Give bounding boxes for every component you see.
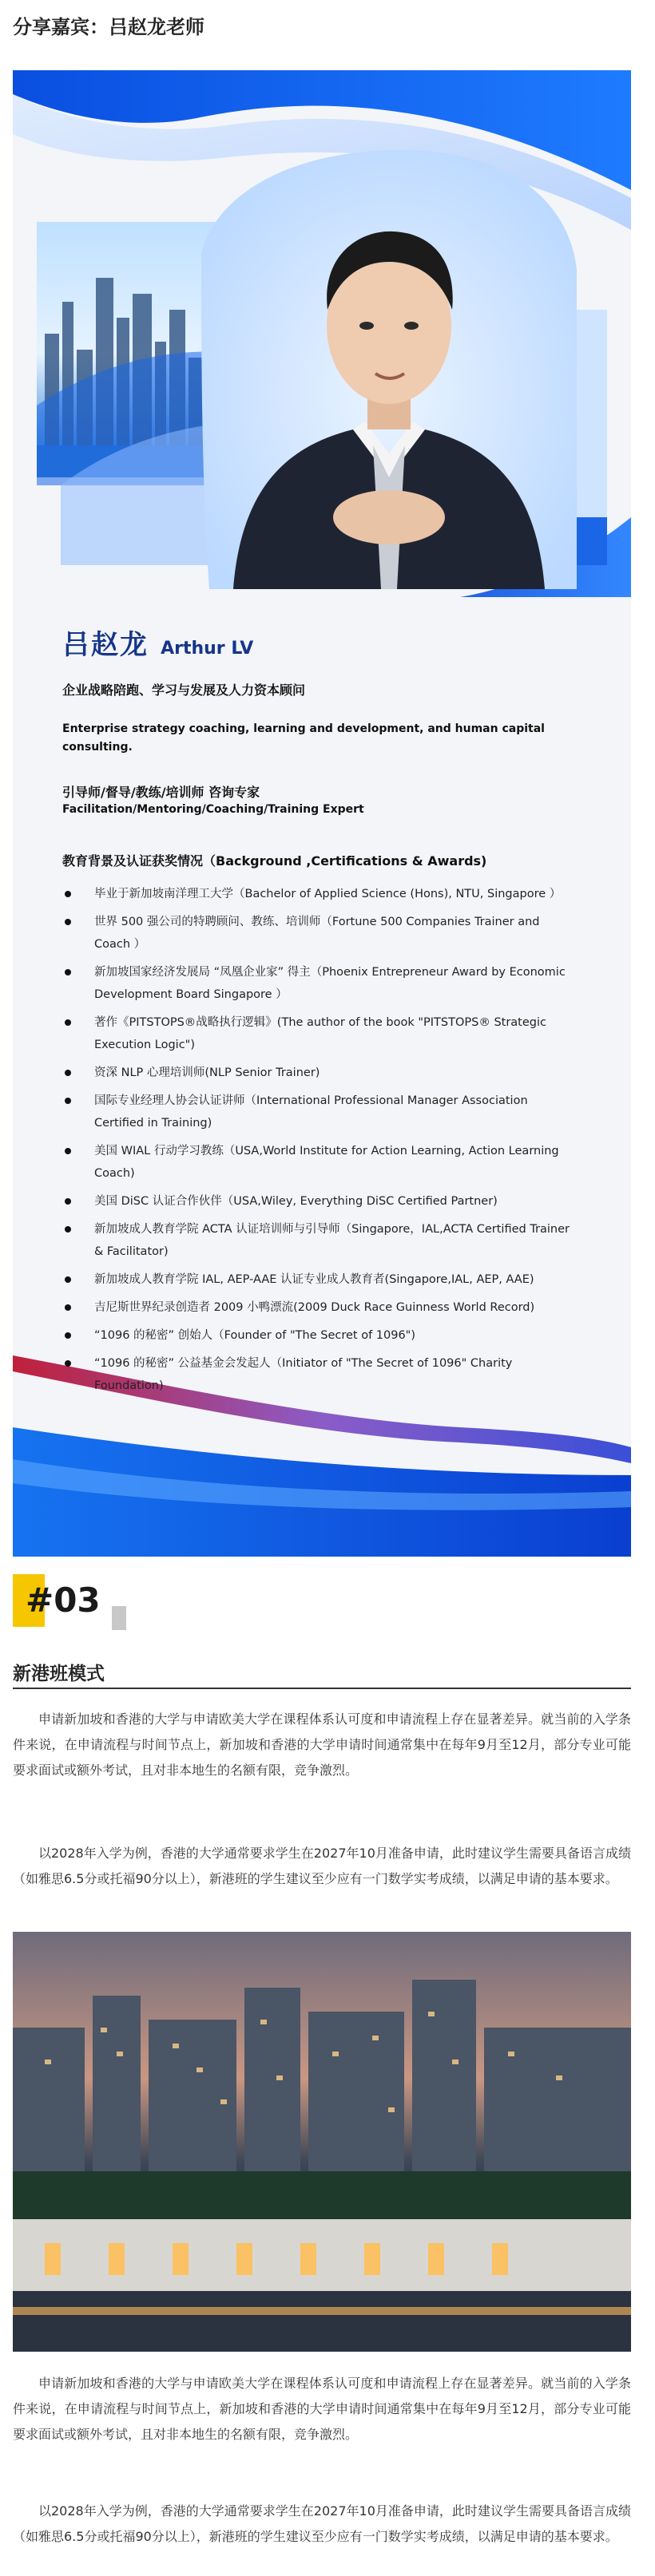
section-number-decoration	[112, 1606, 126, 1630]
speaker-name-cn: 吕赵龙	[62, 629, 149, 661]
speaker-roles-en: Facilitation/Mentoring/Coaching/Training Expert	[62, 803, 364, 816]
campus-night-photo	[13, 1932, 631, 2352]
speaker-profile-card	[13, 70, 631, 1557]
list-item: 新加坡国家经济发展局 “凤凰企业家” 得主（Phoenix Entrepreneur Award by Economic Development Board Singapore ）	[62, 961, 574, 1006]
speaker-roles-cn: 引导师/督导/教练/培训师 咨询专家	[62, 785, 260, 800]
list-item: 新加坡成人教育学院 IAL, AEP-AAE 认证专业成人教育者(Singapore,IAL, AEP, AAE)	[62, 1268, 574, 1291]
speaker-name	[62, 623, 253, 662]
list-item: 世界 500 强公司的特聘顾问、教练、培训师（Fortune 500 Companies Trainer and Coach ）	[62, 911, 574, 956]
credentials-heading: 教育背景及认证获奖情况（Background ,Certifications & Awards)	[62, 853, 487, 869]
list-item: “1096 的秘密” 公益基金会发起人（Initiator of "The Secret of 1096" Charity Foundation)	[62, 1352, 574, 1397]
list-item: 美国 DiSC 认证合作伙伴（USA,Wiley, Everything DiSC Certified Partner)	[62, 1190, 574, 1213]
speaker-name-en: Arthur LV	[161, 639, 254, 659]
section-title: 新港班模式	[13, 1664, 105, 1684]
list-item: 吉尼斯世界纪录创造者 2009 小鸭漂流(2009 Duck Race Guinness World Record)	[62, 1296, 574, 1319]
paragraph: 申请新加坡和香港的大学与申请欧美大学在课程体系认可度和申请流程上存在显著差异。就当前的入学条件来说，在申请流程与时间节点上，新加坡和香港的大学申请时间通常集中在每年9月至12月，部分专业可能要求面试或额外考试，且对非本地生的名额有限，竞争激烈。	[13, 2376, 631, 2442]
page-title: 分享嘉宾：吕赵龙老师	[13, 16, 204, 38]
list-item: 美国 WIAL 行动学习教练（USA,World Institute for Action Learning, Action Learning Coach)	[62, 1140, 574, 1185]
list-item: 毕业于新加坡南洋理工大学（Bachelor of Applied Science (Hons), NTU, Singapore ）	[62, 883, 574, 905]
paragraph: 以2028年入学为例，香港的大学通常要求学生在2027年10月准备申请，此时建议学生需要具备语言成绩（如雅思6.5分或托福90分以上），新港班的学生建议至少应有一门数学实考成绩，以满足申请的基本要求。	[13, 1846, 631, 1886]
paragraph: 申请新加坡和香港的大学与申请欧美大学在课程体系认可度和申请流程上存在显著差异。就当前的入学条件来说，在申请流程与时间节点上，新加坡和香港的大学申请时间通常集中在每年9月至12月，部分专业可能要求面试或额外考试，且对非本地生的名额有限，竞争激烈。	[13, 1711, 631, 1778]
list-item: 国际专业经理人协会认证讲师（International Professional Manager Association Certified in Training)	[62, 1090, 574, 1134]
list-item: 著作《PITSTOPS®战略执行逻辑》(The author of the book "PITSTOPS® Strategic Execution Logic")	[62, 1011, 574, 1056]
paragraph: 以2028年入学为例，香港的大学通常要求学生在2027年10月准备申请，此时建议学生需要具备语言成绩（如雅思6.5分或托福90分以上），新港班的学生建议至少应有一门数学实考成绩，以满足申请的基本要求。	[13, 2503, 631, 2544]
list-item: 资深 NLP 心理培训师(NLP Senior Trainer)	[62, 1062, 574, 1084]
speaker-title-en: Enterprise strategy coaching, learning and development, and human capital consulting.	[62, 722, 545, 754]
list-item: “1096 的秘密” 创始人（Founder of "The Secret of 1096")	[62, 1324, 574, 1347]
section-number: #03	[26, 1581, 101, 1620]
list-item: 新加坡成人教育学院 ACTA 认证培训师与引导师（Singapore，IAL,ACTA Certified Trainer & Facilitator)	[62, 1218, 574, 1263]
divider	[13, 1688, 631, 1689]
credentials-list	[62, 883, 574, 1403]
speaker-portrait	[201, 142, 577, 589]
speaker-title-cn: 企业战略陪跑、学习与发展及人力资本顾问	[62, 683, 306, 698]
